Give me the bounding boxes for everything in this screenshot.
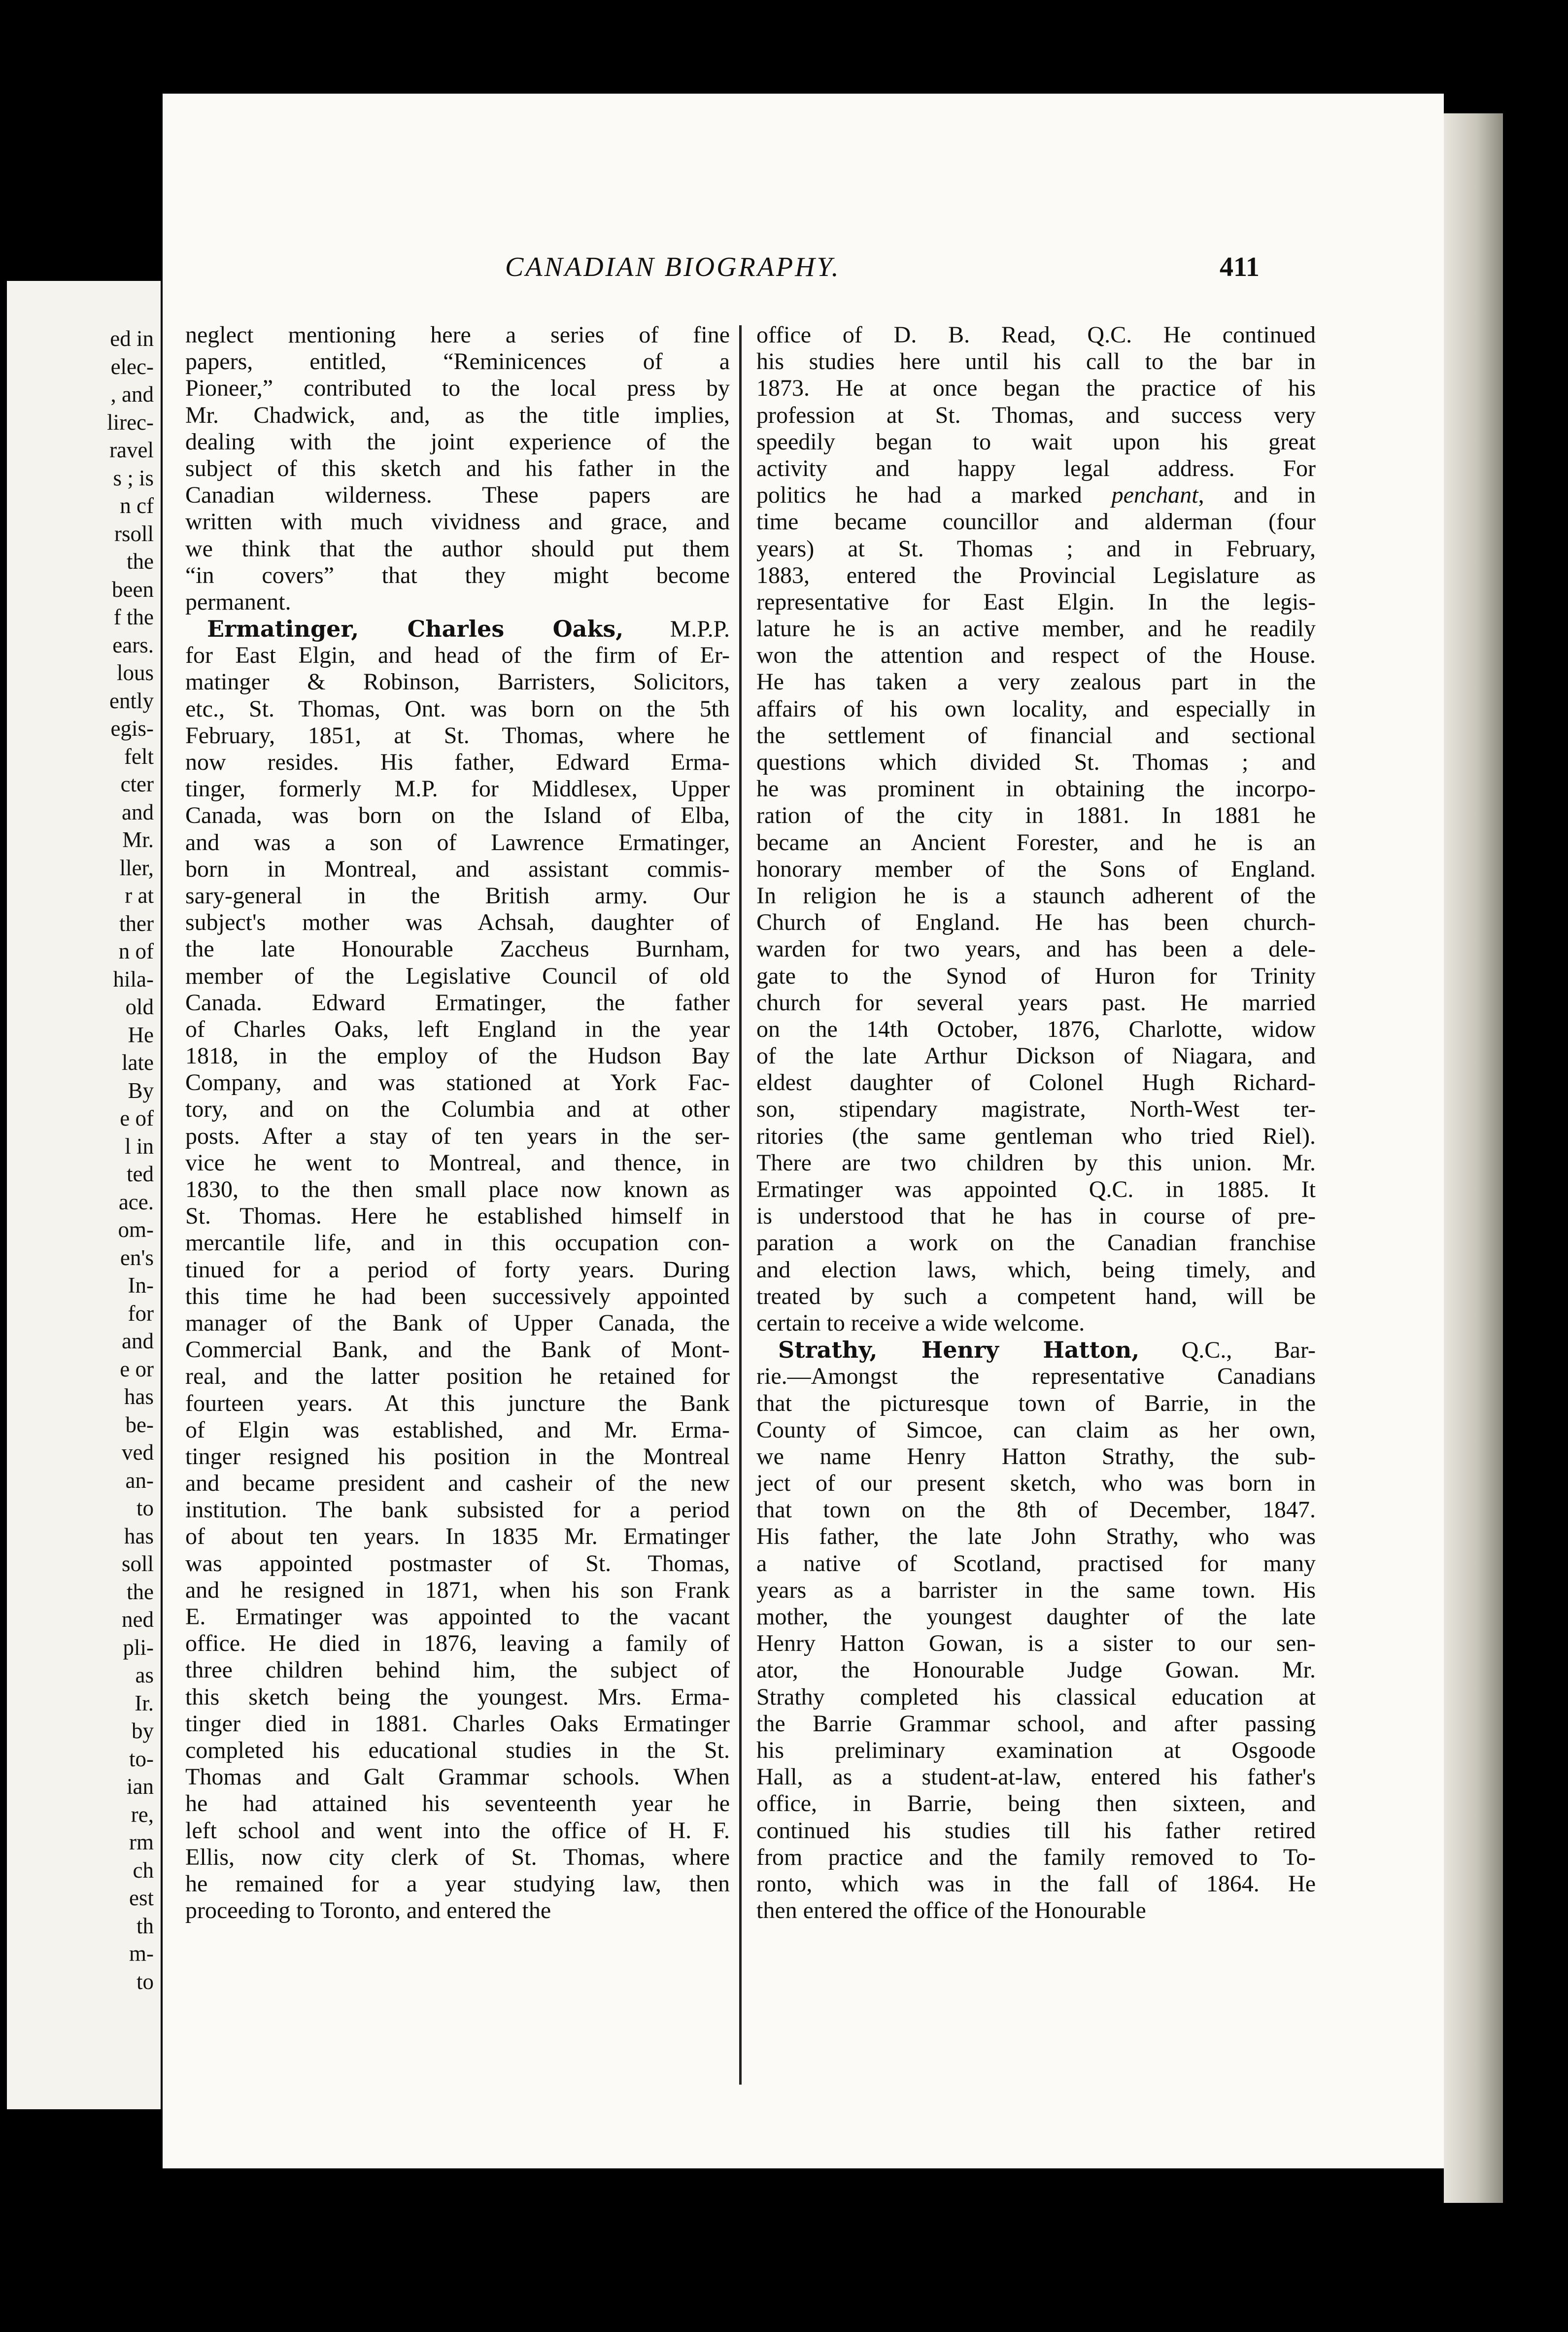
previous-page-fragment: ted: [127, 1162, 154, 1186]
text-line: tinued for a period of forty years. During: [185, 1256, 730, 1283]
previous-page-fragment: elec-: [110, 354, 154, 379]
text-line: subject of this sketch and his father in the: [185, 455, 730, 481]
text-line: questions which divided St. Thomas ; and: [756, 749, 1316, 775]
text-line: member of the Legislative Council of old: [185, 962, 730, 989]
text-line: permanent.: [185, 588, 291, 615]
entry-heading-strathy: [756, 1337, 1316, 1363]
previous-page-fragment: has: [124, 1523, 154, 1548]
previous-page-fragment: ch: [133, 1857, 154, 1883]
previous-page-fragment: been: [112, 577, 154, 602]
previous-page-fragment: ravel: [109, 438, 154, 462]
text-line: office, in Barrie, being then sixteen, and: [756, 1790, 1316, 1817]
text-line: completed his educational studies in the St.: [185, 1737, 730, 1763]
text-line: County of Simcoe, can claim as her own,: [756, 1416, 1316, 1443]
column-divider: [739, 325, 742, 2085]
text-line: tinger resigned his position in the Montreal: [185, 1443, 730, 1470]
text-line: paration a work on the Canadian franchise: [756, 1230, 1316, 1256]
page-number: 411: [1220, 252, 1260, 282]
text-line: warden for two years, and has been a dele-: [756, 936, 1316, 962]
text-line: ritories (the same gentleman who tried Riel).: [756, 1123, 1316, 1149]
text-line: Canadian wilderness. These papers are: [185, 482, 730, 509]
previous-page-fragment: ved: [122, 1440, 154, 1465]
text-line: representative for East Elgin. In the legis-: [756, 588, 1316, 615]
text-line: Mr. Chadwick, and, as the title implies,: [185, 402, 730, 428]
previous-page-fragment: Ir.: [135, 1690, 154, 1715]
previous-page-fragment: cter: [120, 772, 154, 796]
text-line: institution. The bank subsisted for a period: [185, 1497, 730, 1523]
text-line: became an Ancient Forester, and he is an: [756, 829, 1316, 856]
text-line: he remained for a year studying law, then: [185, 1870, 730, 1897]
entry-name: Ermatinger, Charles Oaks,: [207, 616, 624, 643]
text-line: “in covers” that they might become: [185, 562, 730, 588]
text-line: subject's mother was Achsah, daughter of: [185, 909, 730, 936]
text-line: His father, the late John Strathy, who was: [756, 1523, 1316, 1550]
previous-page-fragment: the: [127, 1579, 154, 1604]
previous-page-fragment: By: [128, 1078, 154, 1103]
text-line: office of D. B. Read, Q.C. He continued: [756, 322, 1316, 348]
previous-page-fragment: n cf: [120, 493, 154, 518]
text-line: 1830, to the then small place now known as: [185, 1176, 730, 1202]
text-line: 1818, in the employ of the Hudson Bay: [185, 1043, 730, 1069]
text-line: He has taken a very zealous part in the: [756, 669, 1316, 695]
text-line: the settlement of financial and sectional: [756, 722, 1316, 749]
previous-page-fragment: , and: [110, 382, 154, 407]
text-line: St. Thomas. Here he established himself in: [185, 1203, 730, 1230]
text-line: papers, entitled, “Reminicences of a: [185, 348, 730, 375]
text-line: affairs of his own locality, and especially in: [756, 695, 1316, 722]
text-line: his preliminary examination at Osgoode: [756, 1737, 1316, 1763]
text-line: of the late Arthur Dickson of Niagara, and: [756, 1043, 1316, 1069]
text-line: 1883, entered the Provincial Legislature as: [756, 562, 1316, 588]
previous-page-fragment: ller,: [119, 855, 154, 880]
previous-page-fragment: r at: [125, 883, 154, 908]
previous-page-fragment: f the: [113, 605, 154, 629]
text-line: [756, 482, 1316, 509]
previous-page-fragment: rm: [129, 1830, 154, 1854]
text-line: is understood that he has in course of pre-: [756, 1203, 1316, 1230]
previous-page-fragment: s ; is: [113, 465, 154, 490]
previous-page-fragment: an-: [125, 1468, 154, 1493]
previous-page-fragment: rsoll: [114, 521, 154, 546]
text-line: we think that the author should put them: [185, 535, 730, 562]
text-line: and became president and casheir of the new: [185, 1470, 730, 1497]
text-line: Canada. Edward Ermatinger, the father: [185, 989, 730, 1016]
previous-page-fragment: ace.: [118, 1189, 154, 1214]
previous-page-fragment: ther: [119, 911, 154, 936]
text-line: Hall, as a student-at-law, entered his father's: [756, 1764, 1316, 1790]
text-line: fourteen years. At this juncture the Bank: [185, 1390, 730, 1416]
previous-page-fragment: en's: [120, 1245, 154, 1270]
previous-page-fragment: est: [129, 1886, 154, 1910]
previous-page-fragment: by: [132, 1718, 154, 1743]
previous-page-fragment: l in: [125, 1133, 154, 1159]
text-line: three children behind him, the subject of: [185, 1657, 730, 1683]
entry-title-suffix: M.P.P.: [623, 616, 730, 643]
left-column: [185, 322, 730, 1924]
previous-page-fragment: and: [122, 799, 154, 824]
text-line: years) at St. Thomas ; and in February,: [756, 535, 1316, 562]
text-line: manager of the Bank of Upper Canada, the: [185, 1309, 730, 1336]
previous-page-fragment: ears.: [112, 632, 154, 657]
text-line: certain to receive a wide welcome.: [756, 1309, 1085, 1336]
running-title: CANADIAN BIOGRAPHY.: [505, 252, 841, 282]
previous-page-fragment: old: [125, 995, 154, 1019]
previous-page-fragment: ed in: [110, 326, 154, 351]
previous-page-fragment: has: [124, 1384, 154, 1409]
previous-page-fragment: to: [136, 1496, 154, 1520]
previous-page-fragment: Mr.: [122, 827, 154, 852]
previous-page-fragment: n of: [118, 939, 154, 963]
text-line: of about ten years. In 1835 Mr. Ermatinger: [185, 1523, 730, 1550]
text-line: dealing with the joint experience of the: [185, 428, 730, 455]
text-line: Strathy completed his classical education at: [756, 1683, 1316, 1710]
text-line: ration of the city in 1881. In 1881 he: [756, 802, 1316, 829]
text-line: Company, and was stationed at York Fac-: [185, 1069, 730, 1096]
previous-page-fragment: e of: [120, 1106, 154, 1131]
text-line: There are two children by this union. Mr.: [756, 1149, 1316, 1176]
text-line: won the attention and respect of the House.: [756, 642, 1316, 669]
text-line: Commercial Bank, and the Bank of Mont-: [185, 1337, 730, 1363]
text-line: he was prominent in obtaining the incorpo-: [756, 776, 1316, 802]
right-column: [756, 322, 1316, 1924]
text-line: of Elgin was established, and Mr. Erma-: [185, 1416, 730, 1443]
text-line: this sketch being the youngest. Mrs. Erma-: [185, 1683, 730, 1710]
text-line: neglect mentioning here a series of fine: [185, 322, 730, 348]
entry-title-suffix: Q.C., Bar-: [1139, 1337, 1316, 1364]
previous-page-fragment: He: [128, 1022, 154, 1047]
text-line: and election laws, which, being timely, and: [756, 1256, 1316, 1283]
previous-page-fragment: ned: [122, 1607, 154, 1632]
text-line: Ellis, now city clerk of St. Thomas, where: [185, 1844, 730, 1870]
text-line: Church of England. He has been church-: [756, 909, 1316, 936]
text-line: this time he had been successively appointed: [185, 1283, 730, 1309]
text-line: Henry Hatton Gowan, is a sister to our sen-: [756, 1630, 1316, 1657]
text-line: February, 1851, at St. Thomas, where he: [185, 722, 730, 749]
text-line: lature he is an active member, and he readily: [756, 616, 1316, 642]
previous-page-fragment: lirec-: [107, 410, 154, 435]
text-line: posts. After a stay of ten years in the ser-: [185, 1123, 730, 1149]
previous-page-fragment: pli-: [123, 1635, 154, 1660]
previous-page-fragment: In-: [128, 1273, 154, 1298]
page-header: [163, 251, 1444, 291]
text-line: eldest daughter of Colonel Hugh Richard-: [756, 1069, 1316, 1096]
text-line: proceeding to Toronto, and entered the: [185, 1897, 551, 1924]
entry-heading-ermatinger: [185, 616, 730, 642]
previous-page-fragment: om-: [118, 1217, 154, 1242]
text-line: and he resigned in 1871, when his son Frank: [185, 1577, 730, 1603]
text-line: a native of Scotland, practised for many: [756, 1550, 1316, 1577]
text-line: etc., St. Thomas, Ont. was born on the 5th: [185, 695, 730, 722]
book-page: [163, 94, 1444, 2168]
text-line: mercantile life, and in this occupation con-: [185, 1230, 730, 1256]
previous-page-fragment: ently: [109, 688, 154, 713]
text-line: on the 14th October, 1876, Charlotte, widow: [756, 1016, 1316, 1042]
previous-page-fragment: hila-: [113, 966, 154, 992]
text-line: was appointed postmaster of St. Thomas,: [185, 1550, 730, 1577]
text-line: rie.—Amongst the representative Canadians: [756, 1363, 1316, 1390]
text-line: sary-general in the British army. Our: [185, 882, 730, 909]
previous-page-fragment: and: [122, 1329, 154, 1353]
previous-page-fragment: late: [122, 1050, 154, 1075]
text-line: written with much vividness and grace, and: [185, 509, 730, 535]
text-line: 1873. He at once began the practice of his: [756, 375, 1316, 402]
text-line: son, stipendary magistrate, North-West ter-: [756, 1096, 1316, 1123]
entry-name: Strathy, Henry Hatton,: [778, 1337, 1140, 1364]
text-line: activity and happy legal address. For: [756, 455, 1316, 481]
text-line: and was a son of Lawrence Ermatinger,: [185, 829, 730, 856]
text-line: the late Honourable Zaccheus Burnham,: [185, 936, 730, 962]
text-line: matinger & Robinson, Barristers, Solicitors,: [185, 669, 730, 695]
text-line: mother, the youngest daughter of the late: [756, 1604, 1316, 1630]
text-line: honorary member of the Sons of England.: [756, 856, 1316, 882]
page-edge-shadow: [1444, 113, 1503, 2203]
previous-page-fragment: lous: [116, 660, 154, 685]
text-line: we name Henry Hatton Strathy, the sub-: [756, 1443, 1316, 1470]
previous-page-fragment: the: [127, 549, 154, 574]
text-line: office. He died in 1876, leaving a family of: [185, 1630, 730, 1657]
text-line: speedily began to wait upon his great: [756, 428, 1316, 455]
text-line: of Charles Oaks, left England in the year: [185, 1016, 730, 1042]
text-line: that town on the 8th of December, 1847.: [756, 1497, 1316, 1523]
previous-page-fragment: to-: [129, 1746, 154, 1771]
text-line: real, and the latter position he retained for: [185, 1363, 730, 1390]
previous-page-edge: [7, 281, 161, 2109]
text-line: Thomas and Galt Grammar schools. When: [185, 1764, 730, 1790]
text-line: Canada, was born on the Island of Elba,: [185, 802, 730, 829]
text-line: his studies here until his call to the bar in: [756, 348, 1316, 375]
text-line: gate to the Synod of Huron for Trinity: [756, 962, 1316, 989]
text-line: born in Montreal, and assistant commis-: [185, 856, 730, 882]
previous-page-fragment: as: [135, 1663, 154, 1687]
text-fragment: politics he had a marked: [756, 482, 1112, 509]
previous-page-fragment: egis-: [110, 716, 154, 741]
text-line: for East Elgin, and head of the firm of Er-: [185, 642, 730, 669]
text-line: tory, and on the Columbia and at other: [185, 1096, 730, 1123]
text-line: treated by such a competent hand, will be: [756, 1283, 1316, 1309]
text-line: that the picturesque town of Barrie, in the: [756, 1390, 1316, 1416]
text-line: years as a barrister in the same town. His: [756, 1577, 1316, 1603]
text-line: from practice and the family removed to To-: [756, 1844, 1316, 1870]
text-line: church for several years past. He married: [756, 989, 1316, 1016]
text-line: Ermatinger was appointed Q.C. in 1885. It: [756, 1176, 1316, 1202]
text-line: E. Ermatinger was appointed to the vacant: [185, 1604, 730, 1630]
text-line: then entered the office of the Honourable: [756, 1897, 1146, 1924]
text-line: ator, the Honourable Judge Gowan. Mr.: [756, 1657, 1316, 1683]
previous-page-fragment: th: [136, 1913, 154, 1938]
text-fragment: , and in: [1198, 482, 1316, 509]
text-line: ronto, which was in the fall of 1864. He: [756, 1870, 1316, 1897]
previous-page-fragment: be-: [125, 1412, 154, 1437]
text-line: continued his studies till his father retired: [756, 1817, 1316, 1844]
previous-page-fragment: soll: [121, 1551, 154, 1576]
text-line: vice he went to Montreal, and thence, in: [185, 1149, 730, 1176]
previous-page-fragment: to: [136, 1969, 154, 1994]
text-line: time became councillor and alderman (four: [756, 509, 1316, 535]
text-line: tinger died in 1881. Charles Oaks Ermatinger: [185, 1710, 730, 1737]
text-line: ject of our present sketch, who was born in: [756, 1470, 1316, 1497]
text-line: he had attained his seventeenth year he: [185, 1790, 730, 1817]
text-line: left school and went into the office of H. F.: [185, 1817, 730, 1844]
text-line: Pioneer,” contributed to the local press by: [185, 375, 730, 402]
text-line: tinger, formerly M.P. for Middlesex, Upper: [185, 776, 730, 802]
previous-page-fragment: m-: [129, 1941, 154, 1966]
previous-page-fragment: re,: [131, 1802, 154, 1827]
text-line: profession at St. Thomas, and success very: [756, 402, 1316, 428]
italic-word: penchant: [1111, 482, 1198, 509]
previous-page-fragment: for: [128, 1301, 154, 1326]
previous-page-fragment: e or: [120, 1356, 154, 1381]
previous-page-fragment: felt: [124, 744, 154, 769]
text-line: now resides. His father, Edward Erma-: [185, 749, 730, 775]
text-line: In religion he is a staunch adherent of the: [756, 882, 1316, 909]
previous-page-fragment: ian: [127, 1774, 154, 1799]
text-line: the Barrie Grammar school, and after passing: [756, 1710, 1316, 1737]
